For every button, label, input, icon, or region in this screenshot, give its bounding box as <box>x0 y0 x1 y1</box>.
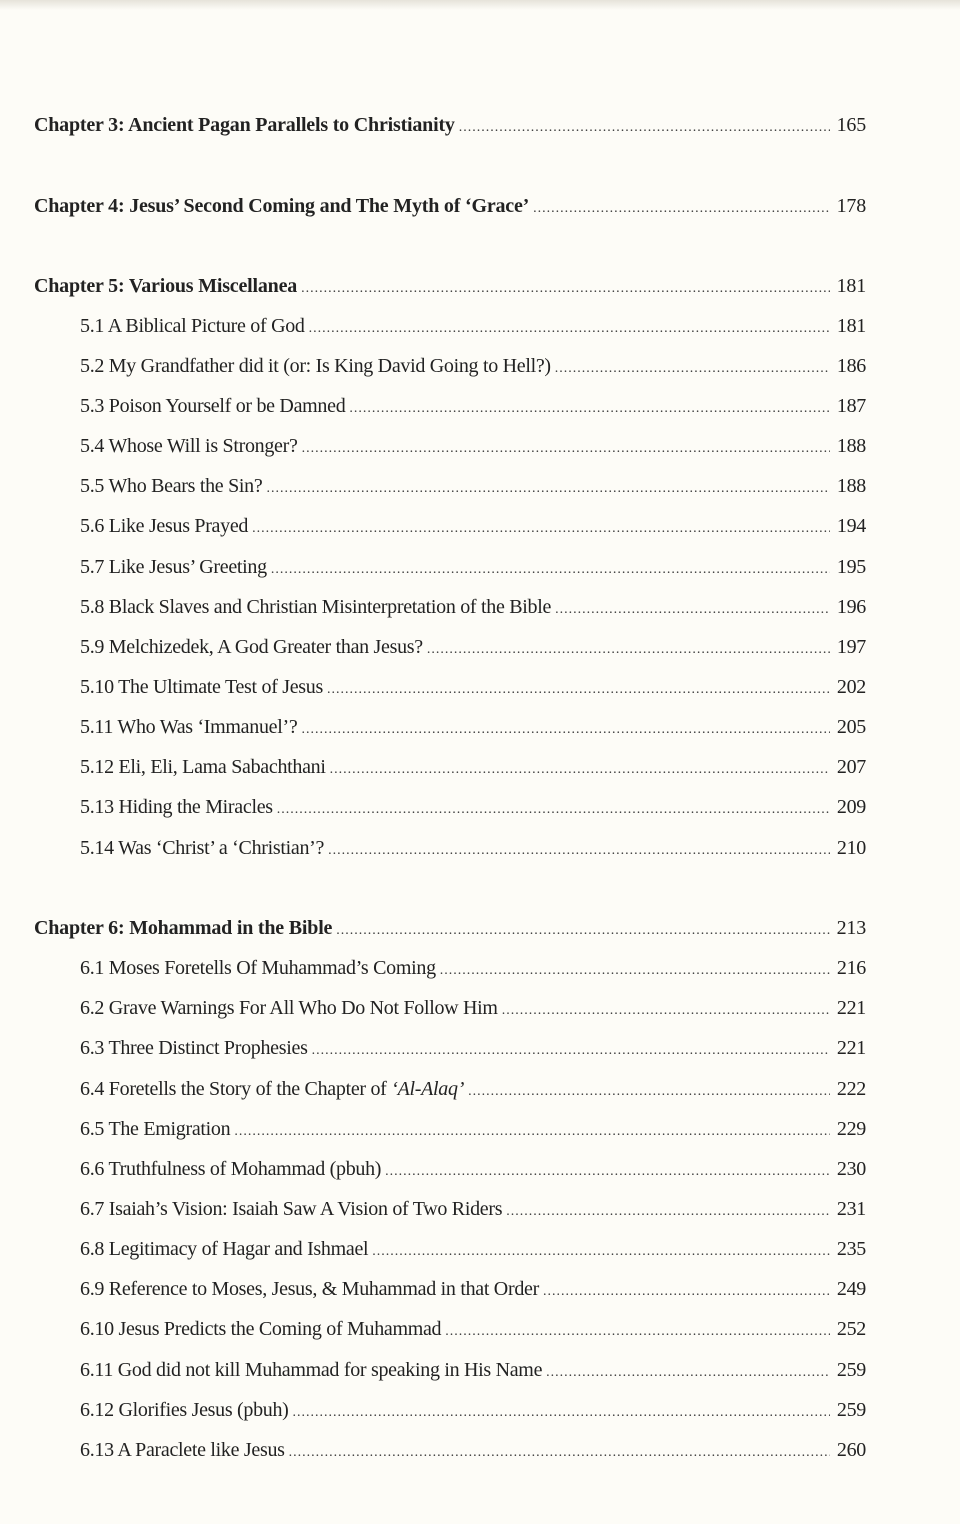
page-number: 210 <box>836 837 866 859</box>
page-number: 259 <box>836 1399 866 1421</box>
section-title <box>80 1078 464 1101</box>
dot-leader <box>252 521 830 537</box>
page-number: 207 <box>836 756 866 778</box>
dot-leader <box>440 963 830 979</box>
chapter-title: Chapter 6: Mohammad in the Bible <box>34 917 333 939</box>
dot-leader <box>533 201 830 217</box>
page-number: 194 <box>836 515 866 537</box>
dot-leader <box>330 762 830 778</box>
page-number: 187 <box>836 395 866 417</box>
section-title: 5.8 Black Slaves and Christian Misinterpretation of the Bible <box>80 596 552 618</box>
section-title: 6.2 Grave Warnings For All Who Do Not Follow Him <box>80 997 498 1019</box>
section-title: 5.7 Like Jesus’ Greeting <box>80 556 267 578</box>
toc-section-6-6[interactable] <box>80 1158 866 1192</box>
dot-leader <box>301 281 830 297</box>
dot-leader <box>271 562 830 578</box>
section-title: 6.5 The Emigration <box>80 1118 231 1140</box>
chapter-title: Chapter 3: Ancient Pagan Parallels to Christianity <box>34 114 455 136</box>
section-title: 6.3 Three Distinct Prophesies <box>80 1037 308 1059</box>
dot-leader <box>327 682 830 698</box>
toc-chapter-3[interactable] <box>34 114 866 148</box>
section-title: 6.7 Isaiah’s Vision: Isaiah Saw A Vision of Two Riders <box>80 1198 503 1220</box>
dot-leader <box>385 1164 830 1180</box>
page-number: 221 <box>836 997 866 1019</box>
dot-leader <box>502 1003 830 1019</box>
dot-leader <box>328 843 830 859</box>
toc-chapter-6[interactable] <box>34 917 866 951</box>
dot-leader <box>427 642 830 658</box>
toc-section-5-14[interactable] <box>80 837 866 871</box>
page-number: 188 <box>836 475 866 497</box>
section-title: 6.9 Reference to Moses, Jesus, & Muhammad in that Order <box>80 1278 539 1300</box>
dot-leader <box>459 120 830 136</box>
toc-chapter-4[interactable] <box>34 195 866 229</box>
section-title: 5.5 Who Bears the Sin? <box>80 475 263 497</box>
page-number: 231 <box>836 1198 866 1220</box>
page-number: 178 <box>836 195 866 217</box>
dot-leader <box>349 401 830 417</box>
toc-section-6-7[interactable] <box>80 1198 866 1232</box>
section-title: 5.3 Poison Yourself or be Damned <box>80 395 346 417</box>
dot-leader <box>468 1084 830 1100</box>
toc-section-5-4[interactable] <box>80 435 866 469</box>
section-title: 5.2 My Grandfather did it (or: Is King David Going to Hell?) <box>80 355 551 377</box>
section-title-italic: ‘Al-Alaq’ <box>391 1078 465 1100</box>
dot-leader <box>293 1405 830 1421</box>
dot-leader <box>372 1244 830 1260</box>
page-number: 202 <box>836 676 866 698</box>
toc-section-6-5[interactable] <box>80 1118 866 1152</box>
page-number: 205 <box>836 716 866 738</box>
dot-leader <box>506 1204 830 1220</box>
page-number: 221 <box>836 1037 866 1059</box>
section-title: 6.11 God did not kill Muhammad for speaking in His Name <box>80 1359 543 1381</box>
toc-chapter-5[interactable] <box>34 275 866 309</box>
toc-section-6-11[interactable] <box>80 1359 866 1393</box>
page-number: 209 <box>836 796 866 818</box>
page-number: 181 <box>836 275 866 297</box>
page-number: 213 <box>836 917 866 939</box>
toc-section-6-10[interactable] <box>80 1318 866 1352</box>
toc-section-6-12[interactable] <box>80 1399 866 1433</box>
section-title: 5.1 A Biblical Picture of God <box>80 315 305 337</box>
page-number: 188 <box>836 435 866 457</box>
section-title: 6.12 Glorifies Jesus (pbuh) <box>80 1399 289 1421</box>
section-title: 6.10 Jesus Predicts the Coming of Muhammad <box>80 1318 442 1340</box>
section-title-text: 6.4 Foretells the Story of the Chapter of <box>80 1078 392 1100</box>
section-title: 5.4 Whose Will is Stronger? <box>80 435 298 457</box>
toc-section-5-11[interactable] <box>80 716 866 750</box>
page-number: 222 <box>836 1078 866 1100</box>
section-title: 5.6 Like Jesus Prayed <box>80 515 249 537</box>
page-number: 249 <box>836 1278 866 1300</box>
dot-leader <box>289 1445 830 1461</box>
toc-section-5-13[interactable] <box>80 796 866 830</box>
toc-section-5-1[interactable] <box>80 315 866 349</box>
dot-leader <box>266 481 830 497</box>
section-title: 6.6 Truthfulness of Mohammad (pbuh) <box>80 1158 382 1180</box>
dot-leader <box>277 802 830 818</box>
dot-leader <box>234 1124 830 1140</box>
section-title: 5.14 Was ‘Christ’ a ‘Christian’? <box>80 837 325 859</box>
page-number: 196 <box>836 596 866 618</box>
section-title: 6.1 Moses Foretells Of Muhammad’s Coming <box>80 957 436 979</box>
section-title: 5.11 Who Was ‘Immanuel’? <box>80 716 298 738</box>
dot-leader <box>336 923 830 939</box>
toc-section-5-12[interactable] <box>80 756 866 790</box>
toc-section-5-3[interactable] <box>80 395 866 429</box>
toc-section-5-5[interactable] <box>80 475 866 509</box>
toc-section-5-7[interactable] <box>80 556 866 590</box>
toc-section-6-8[interactable] <box>80 1238 866 1272</box>
page-number: 216 <box>836 957 866 979</box>
dot-leader <box>555 361 830 377</box>
page-number: 259 <box>836 1359 866 1381</box>
section-title: 6.13 A Paraclete like Jesus <box>80 1439 285 1461</box>
toc-section-5-9[interactable] <box>80 636 866 670</box>
dot-leader <box>543 1284 830 1300</box>
toc-section-6-3[interactable] <box>80 1037 866 1071</box>
page-number: 260 <box>836 1439 866 1461</box>
dot-leader <box>301 722 830 738</box>
dot-leader <box>312 1043 830 1059</box>
section-title: 6.8 Legitimacy of Hagar and Ishmael <box>80 1238 369 1260</box>
section-title: 5.13 Hiding the Miracles <box>80 796 273 818</box>
toc-section-5-10[interactable] <box>80 676 866 710</box>
section-title: 5.10 The Ultimate Test of Jesus <box>80 676 323 698</box>
page-number: 181 <box>836 315 866 337</box>
toc-section-6-4[interactable] <box>80 1078 866 1112</box>
toc-section-5-8[interactable] <box>80 596 866 630</box>
dot-leader <box>445 1324 830 1340</box>
toc-section-6-9[interactable] <box>80 1278 866 1312</box>
page-number: 252 <box>836 1318 866 1340</box>
page-number: 165 <box>836 114 866 136</box>
dot-leader <box>302 441 830 457</box>
toc-section-6-13[interactable] <box>80 1439 866 1473</box>
toc-section-5-6[interactable] <box>80 515 866 549</box>
chapter-title: Chapter 5: Various Miscellanea <box>34 275 298 297</box>
page-number: 230 <box>836 1158 866 1180</box>
dot-leader <box>555 602 830 618</box>
page-number: 195 <box>836 556 866 578</box>
section-title: 5.12 Eli, Eli, Lama Sabachthani <box>80 756 326 778</box>
toc-section-6-2[interactable] <box>80 997 866 1031</box>
toc-section-6-1[interactable] <box>80 957 866 991</box>
section-title: 5.9 Melchizedek, A God Greater than Jesus? <box>80 636 423 658</box>
dot-leader <box>546 1365 830 1381</box>
page-number: 235 <box>836 1238 866 1260</box>
page-number: 186 <box>836 355 866 377</box>
page-number: 197 <box>836 636 866 658</box>
chapter-title: Chapter 4: Jesus’ Second Coming and The Myth of ‘Grace’ <box>34 195 530 217</box>
page-number: 229 <box>836 1118 866 1140</box>
dot-leader <box>309 321 830 337</box>
toc-section-5-2[interactable] <box>80 355 866 389</box>
